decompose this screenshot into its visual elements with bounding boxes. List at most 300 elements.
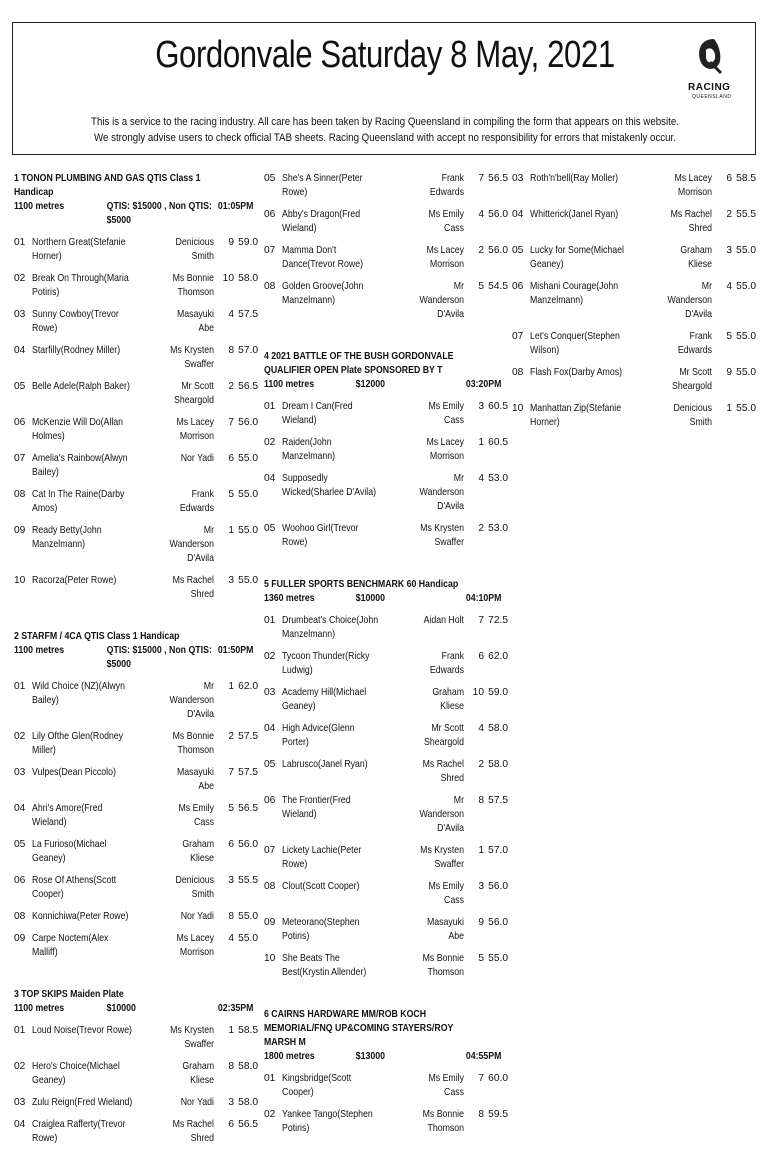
- weight: 56.0: [488, 209, 508, 220]
- barrier: 5: [726, 331, 732, 342]
- weight: 56.5: [238, 1119, 258, 1130]
- weight: 58.0: [238, 1061, 258, 1072]
- runner-row: [264, 794, 508, 836]
- jockey-name: Mr Wanderson D'Avila: [419, 795, 464, 834]
- race-block: [264, 1008, 508, 1136]
- barrier: 3: [228, 575, 234, 586]
- runner-number: 06: [264, 209, 276, 220]
- jockey-name: Mr Wanderson D'Avila: [169, 681, 214, 720]
- horse-trainer: Manhattan Zip(Stefanie Horner): [530, 403, 622, 428]
- runner-number: 08: [14, 911, 26, 922]
- weight: 56.0: [238, 417, 258, 428]
- runner-number: 01: [264, 401, 276, 412]
- jockey-name: Ms Emily Cass: [428, 881, 464, 906]
- barrier: 7: [228, 767, 234, 778]
- barrier: 10: [222, 273, 234, 284]
- race-distance: 1100 metres: [14, 1003, 65, 1014]
- jockey-name: Ms Emily Cass: [428, 1073, 464, 1098]
- horse-trainer: High Advice(Glenn Porter): [282, 723, 355, 748]
- barrier: 1: [478, 845, 484, 856]
- runner-number: 03: [264, 687, 276, 698]
- race-info: [264, 592, 501, 606]
- weight: 62.0: [488, 651, 508, 662]
- jockey-name: Ms Krysten Swaffer: [170, 1025, 214, 1050]
- barrier: 2: [726, 209, 732, 220]
- race-time: 01:50PM: [217, 645, 254, 656]
- jockey-name: Mr Scott Sheargold: [672, 367, 712, 392]
- runner-number: 03: [14, 767, 26, 778]
- barrier: 8: [228, 1061, 234, 1072]
- runner-row: [14, 838, 258, 866]
- jockey-name: Ms Emily Cass: [178, 803, 214, 828]
- runner-row: [264, 436, 508, 464]
- jockey-name: Denicious Smith: [673, 403, 712, 428]
- runner-row: [264, 844, 508, 872]
- runner-row: [264, 952, 508, 980]
- jockey-name: Ms Krysten Swaffer: [420, 845, 464, 870]
- horse-trainer: La Furioso(Michael Geaney): [32, 839, 107, 864]
- runner-row: [264, 650, 508, 678]
- barrier: 5: [478, 953, 484, 964]
- runner-number: 06: [14, 875, 26, 886]
- runner-number: 10: [512, 403, 524, 414]
- runner-row: [14, 452, 258, 480]
- race-time: 02:35PM: [217, 1003, 254, 1014]
- weight: 58.5: [238, 1025, 258, 1036]
- runner-row: [264, 244, 508, 272]
- runner-row: [264, 916, 508, 944]
- horse-trainer: Tycoon Thunder(Ricky Ludwig): [282, 651, 370, 676]
- barrier: 3: [478, 401, 484, 412]
- barrier: 4: [228, 933, 234, 944]
- horse-trainer: Amelia's Rainbow(Alwyn Bailey): [32, 453, 128, 478]
- column-3: [512, 172, 756, 438]
- barrier: 1: [726, 403, 732, 414]
- horse-trainer: Clout(Scott Cooper): [282, 881, 360, 892]
- horse-trainer: Ready Betty(John Manzelmann): [32, 525, 102, 550]
- runner-number: 09: [14, 933, 26, 944]
- horse-trainer: Drumbeat's Choice(John Manzelmann): [282, 615, 379, 640]
- runner-number: 08: [264, 281, 276, 292]
- jockey-name: Graham Kliese: [432, 687, 464, 712]
- horse-trainer: Zulu Reign(Fred Wieland): [32, 1097, 133, 1108]
- race-prize: QTIS: $15000 , Non QTIS: $5000: [106, 201, 212, 226]
- jockey-name: Mr Scott Sheargold: [424, 723, 464, 748]
- barrier: 9: [726, 367, 732, 378]
- barrier: 9: [478, 917, 484, 928]
- race-spacer: [264, 330, 502, 350]
- weight: 58.0: [488, 723, 508, 734]
- runner-row: [14, 730, 258, 758]
- runner-number: 04: [14, 803, 26, 814]
- disclaimer: This is a service to the racing industry. All care has been taken by Racing Queensland in compiling the form that appears on this website. We strongly advise users to check official TAB sheets. Racing Queensland with accept no responsibility for errors that mistakenly occur.: [91, 116, 679, 144]
- runner-row: [264, 400, 508, 428]
- jockey-name: Frank Edwards: [677, 331, 712, 356]
- runner-row: [512, 366, 756, 394]
- horse-trainer: Let's Conquer(Stephen Wilson): [530, 331, 620, 356]
- barrier: 10: [472, 687, 484, 698]
- runner-number: 06: [512, 281, 524, 292]
- weight: 55.0: [238, 933, 258, 944]
- jockey-name: Ms Lacey Morrison: [176, 933, 214, 958]
- jockey-name: Graham Kliese: [182, 1061, 214, 1086]
- jockey-name: Masayuki Abe: [176, 309, 214, 334]
- runner-row: [264, 614, 508, 642]
- weight: 53.0: [488, 473, 508, 484]
- runner-row: [264, 722, 508, 750]
- weight: 55.0: [736, 331, 756, 342]
- race-block: [14, 988, 258, 1146]
- jockey-name: Ms Rachel Shred: [172, 1119, 214, 1144]
- weight: 56.5: [238, 381, 258, 392]
- weight: 53.0: [488, 523, 508, 534]
- runner-number: 01: [14, 237, 26, 248]
- weight: 57.0: [488, 845, 508, 856]
- horse-trainer: Racorza(Peter Rowe): [32, 575, 117, 586]
- weight: 72.5: [488, 615, 508, 626]
- barrier: 5: [228, 489, 234, 500]
- weight: 55.0: [488, 953, 508, 964]
- jockey-name: Frank Edwards: [179, 489, 214, 514]
- horse-trainer: Supposedly Wicked(Sharlee D'Avila): [282, 473, 377, 498]
- barrier: 6: [228, 1119, 234, 1130]
- jockey-name: Ms Bonnie Thomson: [422, 1109, 464, 1134]
- barrier: 7: [478, 615, 484, 626]
- logo-subtext: QUEENSLAND: [692, 94, 732, 100]
- runner-number: 08: [512, 367, 524, 378]
- horse-trainer: Dream I Can(Fred Wieland): [282, 401, 353, 426]
- weight: 55.0: [238, 575, 258, 586]
- jockey-name: Mr Wanderson D'Avila: [667, 281, 712, 320]
- weight: 55.0: [238, 525, 258, 536]
- runner-number: 02: [264, 651, 276, 662]
- horse-trainer: She Beats The Best(Krystin Allender): [282, 953, 367, 978]
- runner-row: [264, 1072, 508, 1100]
- barrier: 1: [228, 1025, 234, 1036]
- runner-row: [14, 874, 258, 902]
- race-info: [14, 644, 253, 672]
- jockey-name: Ms Krysten Swaffer: [420, 523, 464, 548]
- race-prize: $12000: [355, 379, 386, 390]
- jockey-name: Ms Emily Cass: [428, 209, 464, 234]
- runner-number: 03: [14, 309, 26, 320]
- runner-number: 01: [264, 1073, 276, 1084]
- runner-number: 06: [264, 795, 276, 806]
- runner-number: 04: [14, 345, 26, 356]
- horse-trainer: Whitterick(Janel Ryan): [530, 209, 619, 220]
- column-2: [264, 172, 508, 1144]
- jockey-name: Mr Wanderson D'Avila: [419, 473, 464, 512]
- horse-trainer: Mamma Don't Dance(Trevor Rowe): [282, 245, 363, 270]
- race-time: 01:05PM: [217, 201, 254, 212]
- race-info: [14, 200, 253, 228]
- barrier: 6: [228, 839, 234, 850]
- barrier: 1: [228, 681, 234, 692]
- weight: 59.0: [238, 237, 258, 248]
- race-info: [264, 378, 501, 392]
- weight: 56.0: [488, 245, 508, 256]
- runner-row: [14, 236, 258, 264]
- runner-row: [14, 766, 258, 794]
- barrier: 8: [478, 1109, 484, 1120]
- barrier: 3: [228, 1097, 234, 1108]
- race-block: [14, 630, 258, 960]
- barrier: 1: [478, 437, 484, 448]
- runner-row: [512, 244, 756, 272]
- jockey-name: Ms Emily Cass: [428, 401, 464, 426]
- barrier: 7: [228, 417, 234, 428]
- runner-number: 01: [264, 615, 276, 626]
- barrier: 4: [478, 723, 484, 734]
- weight: 57.5: [238, 767, 258, 778]
- jockey-name: Mr Wanderson D'Avila: [169, 525, 214, 564]
- runner-row: [264, 686, 508, 714]
- runner-row: [264, 208, 508, 236]
- race-prize: $13000: [355, 1051, 386, 1062]
- race-prize: QTIS: $15000 , Non QTIS: $5000: [106, 645, 212, 670]
- runner-number: 02: [14, 731, 26, 742]
- barrier: 8: [478, 795, 484, 806]
- jockey-name: Graham Kliese: [680, 245, 712, 270]
- race-heading: 2 STARFM / 4CA QTIS Class 1 Handicap: [14, 631, 180, 642]
- horse-trainer: Vulpes(Dean Piccolo): [32, 767, 116, 778]
- runner-row: [14, 524, 258, 566]
- barrier: 8: [228, 911, 234, 922]
- runner-row: [264, 522, 508, 550]
- runner-row: [512, 208, 756, 236]
- weight: 60.5: [488, 437, 508, 448]
- barrier: 8: [228, 345, 234, 356]
- runner-number: 05: [264, 759, 276, 770]
- runner-number: 02: [14, 273, 26, 284]
- jockey-name: Nor Yadi: [180, 453, 214, 464]
- race-distance: 1360 metres: [264, 593, 315, 604]
- jockey-name: Masayuki Abe: [426, 917, 464, 942]
- runner-number: 10: [14, 575, 26, 586]
- runner-number: 01: [14, 1025, 26, 1036]
- barrier: 2: [228, 381, 234, 392]
- race-distance: 1100 metres: [14, 645, 65, 656]
- horse-trainer: Raiden(John Manzelmann): [282, 437, 336, 462]
- runner-row: [14, 910, 258, 924]
- barrier: 9: [228, 237, 234, 248]
- runner-row: [512, 280, 756, 322]
- runner-row: [14, 272, 258, 300]
- page-title: Gordonvale Saturday 8 May, 2021: [155, 34, 615, 76]
- runner-number: 05: [512, 245, 524, 256]
- weight: 57.5: [238, 309, 258, 320]
- runner-number: 01: [14, 681, 26, 692]
- jockey-name: Graham Kliese: [182, 839, 214, 864]
- weight: 55.0: [238, 453, 258, 464]
- barrier: 4: [478, 473, 484, 484]
- runner-row: [14, 380, 258, 408]
- weight: 58.0: [238, 273, 258, 284]
- race-heading: 1 TONON PLUMBING AND GAS QTIS Class 1 Handicap: [14, 173, 201, 198]
- horse-trainer: Sunny Cowboy(Trevor Rowe): [32, 309, 119, 334]
- runner-number: 08: [14, 489, 26, 500]
- weight: 55.0: [736, 403, 756, 414]
- runner-row: [14, 574, 258, 602]
- jockey-name: Denicious Smith: [175, 875, 214, 900]
- race-block: [264, 172, 508, 322]
- race-prize: $10000: [355, 593, 386, 604]
- horse-trainer: Ahri's Amore(Fred Wieland): [32, 803, 103, 828]
- jockey-name: Mr Scott Sheargold: [174, 381, 214, 406]
- runner-row: [14, 802, 258, 830]
- runner-number: 05: [14, 381, 26, 392]
- horse-trainer: Northern Great(Stefanie Horner): [32, 237, 126, 262]
- runner-row: [14, 1096, 258, 1110]
- racing-q-logo-icon: [694, 36, 724, 76]
- barrier: 3: [478, 881, 484, 892]
- barrier: 3: [726, 245, 732, 256]
- barrier: 2: [478, 759, 484, 770]
- runner-row: [264, 280, 508, 322]
- horse-trainer: Meteorano(Stephen Potiris): [282, 917, 360, 942]
- horse-trainer: Labrusco(Janel Ryan): [282, 759, 368, 770]
- barrier: 2: [478, 245, 484, 256]
- jockey-name: Denicious Smith: [175, 237, 214, 262]
- logo-text: RACING: [688, 82, 731, 93]
- jockey-name: Ms Lacey Morrison: [426, 245, 464, 270]
- race-time: 04:55PM: [465, 1051, 502, 1062]
- runner-number: 02: [14, 1061, 26, 1072]
- jockey-name: Ms Rachel Shred: [422, 759, 464, 784]
- runner-number: 07: [264, 245, 276, 256]
- jockey-name: Ms Bonnie Thomson: [172, 273, 214, 298]
- horse-trainer: McKenzie Will Do(Allan Holmes): [32, 417, 124, 442]
- weight: 58.0: [238, 1097, 258, 1108]
- barrier: 2: [478, 523, 484, 534]
- horse-trainer: Starfilly(Rodney Miller): [32, 345, 121, 356]
- barrier: 1: [228, 525, 234, 536]
- horse-trainer: Loud Noise(Trevor Rowe): [32, 1025, 132, 1036]
- jockey-name: Ms Rachel Shred: [670, 209, 712, 234]
- runner-number: 05: [264, 523, 276, 534]
- horse-trainer: Craiglea Rafferty(Trevor Rowe): [32, 1119, 126, 1144]
- jockey-name: Ms Bonnie Thomson: [422, 953, 464, 978]
- weight: 60.0: [488, 1073, 508, 1084]
- racing-queensland-logo: [680, 36, 740, 106]
- jockey-name: Aidan Holt: [423, 615, 464, 626]
- horse-trainer: Lucky for Some(Michael Geaney): [530, 245, 624, 270]
- weight: 55.0: [238, 911, 258, 922]
- jockey-name: Ms Lacey Morrison: [176, 417, 214, 442]
- runner-row: [14, 1118, 258, 1146]
- barrier: 5: [478, 281, 484, 292]
- header-divider: [12, 154, 756, 155]
- race-spacer: [264, 558, 502, 578]
- horse-trainer: Cat In The Raine(Darby Amos): [32, 489, 125, 514]
- jockey-name: Ms Lacey Morrison: [674, 173, 712, 198]
- runner-number: 09: [14, 525, 26, 536]
- race-time: 04:10PM: [465, 593, 502, 604]
- runner-row: [14, 680, 258, 722]
- barrier: 3: [228, 875, 234, 886]
- race-heading: 3 TOP SKIPS Maiden Plate: [14, 989, 124, 1000]
- barrier: 4: [478, 209, 484, 220]
- weight: 56.0: [488, 881, 508, 892]
- horse-trainer: She's A Sinner(Peter Rowe): [282, 173, 363, 198]
- runner-row: [264, 172, 508, 200]
- horse-trainer: Abby's Dragon(Fred Wieland): [282, 209, 361, 234]
- weight: 57.5: [238, 731, 258, 742]
- weight: 56.5: [238, 803, 258, 814]
- runner-number: 10: [264, 953, 276, 964]
- runner-number: 04: [512, 209, 524, 220]
- weight: 59.0: [488, 687, 508, 698]
- runner-row: [264, 472, 508, 514]
- runner-row: [512, 330, 756, 358]
- weight: 62.0: [238, 681, 258, 692]
- weight: 55.5: [238, 875, 258, 886]
- jockey-name: Ms Rachel Shred: [172, 575, 214, 600]
- race-block: [264, 578, 508, 980]
- runner-row: [264, 758, 508, 786]
- barrier: 7: [478, 1073, 484, 1084]
- weight: 55.0: [736, 281, 756, 292]
- runner-number: 03: [512, 173, 524, 184]
- horse-trainer: The Frontier(Fred Wieland): [282, 795, 351, 820]
- race-distance: 1800 metres: [264, 1051, 315, 1062]
- runner-number: 07: [512, 331, 524, 342]
- weight: 58.5: [736, 173, 756, 184]
- weight: 56.5: [488, 173, 508, 184]
- horse-trainer: Flash Fox(Darby Amos): [530, 367, 623, 378]
- weight: 57.0: [238, 345, 258, 356]
- horse-trainer: Lickety Lachie(Peter Rowe): [282, 845, 362, 870]
- jockey-name: Frank Edwards: [429, 173, 464, 198]
- horse-trainer: Mishani Courage(John Manzelmann): [530, 281, 619, 306]
- runner-row: [14, 1060, 258, 1088]
- runner-number: 07: [264, 845, 276, 856]
- barrier: 2: [228, 731, 234, 742]
- horse-trainer: Lily Ofthe Glen(Rodney Miller): [32, 731, 124, 756]
- weight: 60.5: [488, 401, 508, 412]
- runner-row: [14, 932, 258, 960]
- runner-number: 02: [264, 437, 276, 448]
- horse-trainer: Roth'n'bell(Ray Moller): [530, 173, 619, 184]
- runner-row: [264, 880, 508, 908]
- horse-trainer: Woohoo Girl(Trevor Rowe): [282, 523, 359, 548]
- weight: 55.0: [736, 367, 756, 378]
- jockey-name: Ms Krysten Swaffer: [170, 345, 214, 370]
- runner-number: 02: [264, 1109, 276, 1120]
- weight: 54.5: [488, 281, 508, 292]
- runner-row: [14, 308, 258, 336]
- horse-trainer: Konnichiwa(Peter Rowe): [32, 911, 129, 922]
- race-heading: 4 2021 BATTLE OF THE BUSH GORDONVALE QUALIFIER OPEN Plate SPONSORED BY T: [264, 351, 454, 376]
- barrier: 6: [478, 651, 484, 662]
- race-info: [264, 1050, 501, 1064]
- runner-number: 03: [14, 1097, 26, 1108]
- runner-row: [14, 1024, 258, 1052]
- runner-number: 04: [264, 473, 276, 484]
- jockey-name: Ms Bonnie Thomson: [172, 731, 214, 756]
- jockey-name: Ms Lacey Morrison: [426, 437, 464, 462]
- horse-trainer: Rose Of Athens(Scott Cooper): [32, 875, 117, 900]
- runner-row: [264, 1108, 508, 1136]
- race-spacer: [14, 610, 254, 630]
- runner-number: 05: [264, 173, 276, 184]
- race-spacer: [14, 968, 254, 988]
- race-distance: 1100 metres: [14, 201, 65, 212]
- barrier: 4: [228, 309, 234, 320]
- race-spacer: [264, 988, 502, 1008]
- runner-number: 07: [14, 453, 26, 464]
- weight: 58.0: [488, 759, 508, 770]
